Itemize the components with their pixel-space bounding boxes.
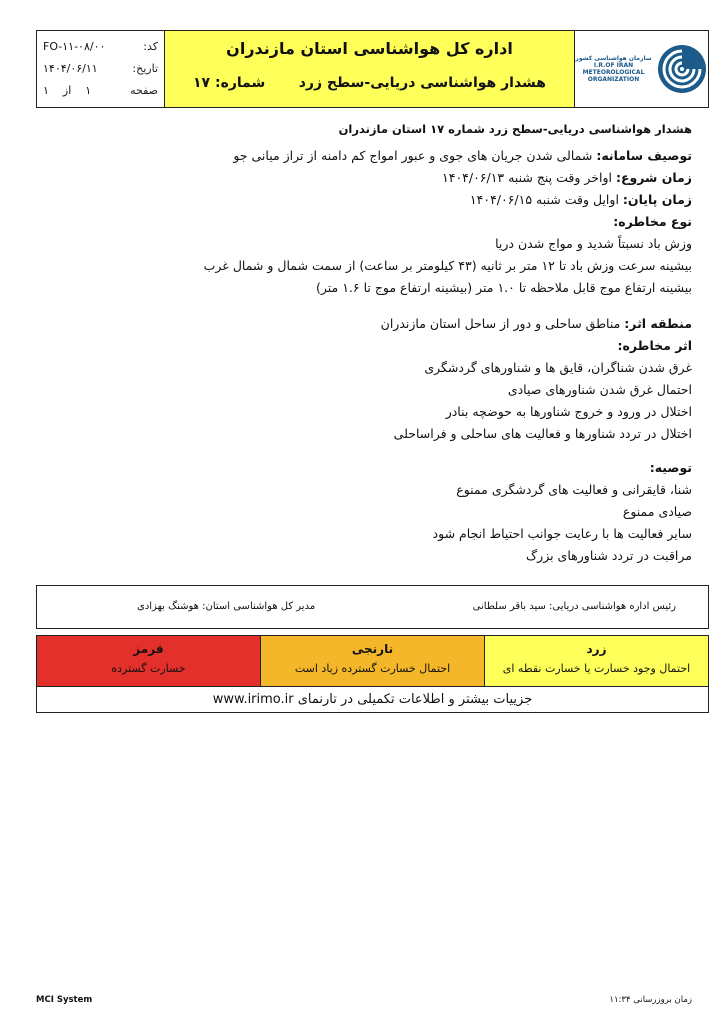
logo-text-en1: I.R.OF IRAN — [593, 62, 634, 69]
system-text: شمالی شدن جریان های جوی و عبور امواج کم دامنه از تراز میانی جو — [233, 148, 593, 163]
warning-heading: هشدار هواشناسی دریایی-سطح زرد شماره ۱۷ استان مازندران — [338, 122, 692, 136]
effect-item: اختلال در تردد شناورها و فعالیت های ساحلی و فراساحلی — [393, 426, 692, 441]
level-desc: خسارت گسترده — [111, 662, 186, 675]
effect-item: غرق شدن شناگران، قایق ها و شناورهای گردشگری — [424, 360, 692, 375]
page-of: از — [62, 83, 72, 97]
advice-label: توصیه: — [649, 460, 692, 475]
advice-item: شنا، قایقرانی و فعالیت های گردشگری ممنوع — [456, 482, 692, 497]
director-signature: مدیر کل هواشناسی استان: هوشنگ بهزادی — [137, 601, 316, 612]
start-label: زمان شروع: — [615, 170, 692, 185]
warning-number: شماره: ۱۷ — [193, 75, 266, 91]
advice-item: صیادی ممنوع — [622, 504, 692, 519]
website-link[interactable]: جزییات بیشتر و اطلاعات تکمیلی در تارنمای www.irimo.ir — [212, 692, 533, 707]
logo-text-en2: METEOROLOGICAL — [582, 69, 645, 76]
system-description — [233, 148, 692, 163]
area-text: مناطق ساحلی و دور از ساحل استان مازندران — [380, 316, 621, 331]
footer-update-time: زمان بروزرسانی ۱۱:۳۴ — [609, 995, 692, 1005]
effects-label: اثر مخاطره: — [617, 338, 692, 353]
effect-item: احتمال غرق شدن شناورهای صیادی — [507, 382, 692, 397]
level-desc: احتمال خسارت گسترده زیاد است — [294, 662, 451, 675]
page-number: ۱ — [85, 83, 92, 97]
page-total: ۱ — [43, 83, 49, 97]
footer-system: MCI System — [36, 995, 93, 1005]
effect-item: اختلال در ورود و خروج شناورها به حوضچه بنادر — [445, 404, 692, 419]
level-name: زرد — [586, 642, 607, 656]
logo-text-en3: ORGANIZATION — [587, 76, 640, 83]
level-orange — [261, 636, 485, 686]
level-red — [37, 636, 261, 686]
office-title: اداره کل هواشناسی استان مازندران — [226, 39, 513, 58]
code-label: کد: — [143, 39, 158, 53]
level-name: نارنجی — [351, 642, 394, 656]
level-desc: احتمال وجود خسارت یا خسارت نقطه ای — [502, 662, 691, 675]
level-name: قرمز — [133, 642, 164, 656]
area-label: منطقه اثر: — [624, 316, 692, 331]
page-row — [43, 79, 158, 101]
code-row — [43, 35, 158, 57]
levels-row — [37, 636, 708, 687]
date-label: تاریخ: — [132, 61, 158, 75]
logo — [575, 31, 708, 107]
advice-item: مراقبت در تردد شناورهای بزرگ — [525, 548, 692, 563]
level-yellow — [485, 636, 708, 686]
date-row — [43, 57, 158, 79]
hazard-item: وزش باد نسبتاً شدید و مواج شدن دریا — [495, 236, 692, 251]
document-header — [36, 30, 709, 108]
title-box — [165, 31, 575, 107]
warning-levels-table — [36, 635, 709, 713]
logo-text-fa: سازمان هواشناسی کشور — [575, 55, 652, 62]
hazard-item: بیشینه ارتفاع موج قابل ملاحظه تا ۱.۰ متر (بیشینه ارتفاع موج تا ۱.۶ متر) — [315, 280, 692, 295]
start-text: اواخر وقت پنج شنبه ۱۴۰۴/۰۶/۱۳ — [442, 170, 612, 185]
impact-area — [381, 316, 692, 331]
logo-text — [575, 55, 651, 83]
code-value: FO-۱۱-۰۸/۰۰ — [43, 39, 106, 53]
signature-box — [36, 585, 709, 629]
warning-subtitle: هشدار هواشناسی دریایی-سطح زرد — [298, 75, 546, 91]
document-meta — [37, 31, 165, 107]
meteorology-logo-icon — [656, 43, 708, 95]
end-time — [470, 192, 692, 207]
hazard-item: بیشینه سرعت وزش باد تا ۱۲ متر بر ثانیه (۴۳ کیلومتر بر ساعت) از سمت شمال و شمال غرب — [203, 258, 692, 273]
page-label: صفحه — [130, 83, 158, 97]
page-count — [43, 84, 91, 97]
advice-item: سایر فعالیت ها با رعایت جوانب احتیاط انجام شود — [432, 526, 692, 541]
system-label: توصیف سامانه: — [596, 148, 692, 163]
hazard-label: نوع مخاطره: — [613, 214, 692, 229]
end-text: اوایل وقت شنبه ۱۴۰۴/۰۶/۱۵ — [469, 192, 619, 207]
end-label: زمان پایان: — [622, 192, 692, 207]
start-time — [442, 170, 692, 185]
marine-head-signature: رئیس اداره هواشناسی دریایی: سید باقر سلطانی — [472, 601, 676, 612]
date-value: ۱۴۰۴/۰۶/۱۱ — [43, 61, 98, 75]
